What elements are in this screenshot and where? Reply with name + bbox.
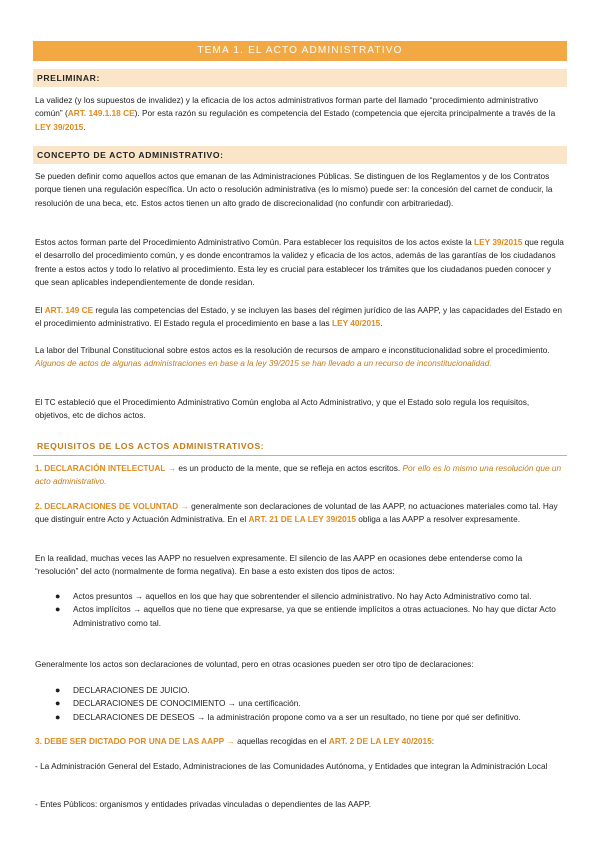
paragraph-concepto-5: El TC estableció que el Procedimiento Administrativo Común engloba al Acto Administrativo, y que el Estado solo regula los requisitos, objetivos, etc de dichos actos. [35, 397, 530, 421]
arrow-icon: → [132, 604, 142, 615]
legal-reference: LEY 40/2015 [332, 318, 381, 329]
list-item [55, 590, 565, 603]
bullet-icon: ● [55, 604, 61, 615]
requisito-3 [35, 735, 565, 748]
list-item [55, 603, 565, 630]
document-title-banner: TEMA 1. EL ACTO ADMINISTRATIVO [33, 41, 567, 61]
requisito-title: 2. DECLARACIONES DE VOLUNTAD [35, 501, 179, 511]
paragraph-concepto-1: Se pueden definir como aquellos actos que emanan de las Administraciones Públicas. Se distinguen de los Reglamentos y de los Contratos porque tienen una regulación específica. Un acto o resolución administrativa (es lo mismo) puede ser: la concesión del carnet de conducir, la resolución de una beca, etc. Estos actos tienen un alto grado de discrecionalidad (no confundir con arbitrariedad). [35, 171, 553, 208]
term: DECLARACIONES DE JUICIO. [73, 685, 190, 695]
list-item [55, 697, 565, 710]
paragraph-realidad: En la realidad, muchas veces las AAPP no resuelven expresamente. El silencio de las AAPP en ocasiones debe entenderse como la “resolución” del acto (normalmente de forma negativa). En base a esto existen dos tipos de actos: [35, 553, 523, 577]
legal-reference: ART. 21 DE LA LEY 39/2015 [248, 514, 356, 525]
text: es un producto de la mente, que se refleja en actos escritos. [176, 463, 403, 473]
paragraph-concepto-4 [35, 344, 565, 371]
text: aquellos que no tiene que expresarse, ya que se entiende implícitos a otras actuaciones. No hay que dictar Acto Administrativo como tal. [73, 604, 556, 628]
term: Actos implícitos [73, 604, 131, 615]
text: : [431, 736, 435, 746]
paragraph-concepto-2 [35, 236, 565, 290]
section-heading-requisitos: REQUISITOS DE LOS ACTOS ADMINISTRATIVOS: [33, 441, 567, 456]
paragraph-generalmente: Generalmente los actos son declaraciones de voluntad, pero en otras ocasiones pueden ser otro tipo de declaraciones: [35, 659, 474, 669]
legal-reference: ART. 149 CE [44, 305, 94, 315]
italic-note: Por ello es lo mismo una resolución que un acto administrativo. [35, 463, 562, 487]
text: . [83, 121, 86, 132]
arrow-icon: → [167, 463, 177, 473]
text: regula las competencias del Estado, y se incluyen las bases del régimen jurídico de las AAPP, y las capacidades del Estado en el procedimiento administrativo. El Estado regula el procedimiento en base a las [35, 305, 563, 329]
paragraph-concepto-3 [35, 304, 565, 331]
section-heading-preliminar: PRELIMINAR: [33, 69, 567, 87]
requisito-1 [35, 462, 565, 489]
arrow-icon: → [197, 711, 206, 722]
bullet-icon: ● [55, 591, 61, 601]
italic-note: Algunos de actos de algunas administraciones en base a la ley 39/2015 se han llevado a un recurso de inconstitucionalidad. [35, 358, 492, 369]
bullet-icon: ● [55, 698, 61, 709]
bullet-icon: ● [55, 685, 61, 695]
legal-reference: LEY 39/2015 [35, 121, 84, 132]
text: La labor del Tribunal Constitucional sobre estos actos es la resolución de recursos de amparo e inconstitucionalidad sobre el procedimiento. [35, 345, 550, 355]
list-item [55, 684, 565, 697]
list-item [55, 711, 565, 724]
paragraph-entidades-2: - Entes Públicos: organismos y entidades privadas vinculadas o dependientes de las AAPP. [35, 799, 372, 809]
text: aquellas recogidas en el [234, 736, 329, 746]
requisito-title: 3. DEBE SER DICTADO POR UNA DE LAS AAPP [35, 736, 225, 746]
text: que regula el desarrollo del procedimiento común, y es donde encontramos la validez y eficacia de los actos, además de las garantías de los ciudadanos frente a estos actos y todo lo relativo al procedimiento. Esta ley es crucial para establecer los trámites que los ciudadanos pueden conocer y que sean aplicables independientemente de donde residan. [35, 237, 564, 288]
legal-reference: LEY 39/2015 [474, 237, 523, 247]
term: Actos presuntos [73, 591, 133, 601]
term: DECLARACIONES DE CONOCIMIENTO [73, 698, 226, 709]
text: . [380, 318, 383, 329]
list-tipos-actos [55, 590, 565, 630]
arrow-icon: → [134, 591, 144, 601]
legal-reference: ART. 2 DE LA LEY 40/2015 [328, 736, 432, 746]
bullet-icon: ● [55, 711, 61, 722]
section-heading-concepto: CONCEPTO DE ACTO ADMINISTRATIVO: [33, 146, 567, 164]
requisito-title: 1. DECLARACIÓN INTELECTUAL [35, 463, 166, 473]
text: obliga a las AAPP a resolver expresamente. [355, 514, 521, 525]
text: generalmente son declaraciones de voluntad de las AAPP, no actuaciones materiales como tal. Hay que distinguir entre Acto y Actuación Administrativa. En el [35, 501, 558, 525]
text: La validez (y los supuestos de invalidez) y la eficacia de los actos administrativos forman parte del llamado “procedimiento administrativo común” ( [35, 95, 539, 119]
text: la administración propone como va a ser un resultado, no tiene por qué ser definitivo. [205, 711, 521, 722]
arrow-icon: → [226, 736, 235, 746]
text: ). Por esta razón su regulación es competencia del Estado (competencia que ejercita principalmente a través de la [134, 108, 556, 119]
text: una certificación. [236, 698, 301, 709]
legal-reference: ART. 149.1.18 CE [67, 108, 135, 119]
list-declaraciones [55, 684, 565, 724]
requisito-2 [35, 500, 565, 527]
text: aquellos en los que hay que sobrentender el silencio administrativo. No hay Acto Administrativo como tal. [143, 591, 532, 601]
paragraph-entidades-1: - La Administración General del Estado, Administraciones de las Comunidades Autónoma, y Entidades que integran la Administración Local [35, 761, 548, 771]
text: Estos actos forman parte del Procedimiento Administrativo Común. Para establecer los requisitos de los actos existe la [35, 237, 475, 247]
text: El [35, 305, 45, 315]
arrow-icon: → [227, 698, 237, 709]
arrow-icon: → [180, 501, 189, 511]
paragraph-preliminar [35, 94, 565, 134]
term: DECLARACIONES DE DESEOS [73, 711, 195, 722]
